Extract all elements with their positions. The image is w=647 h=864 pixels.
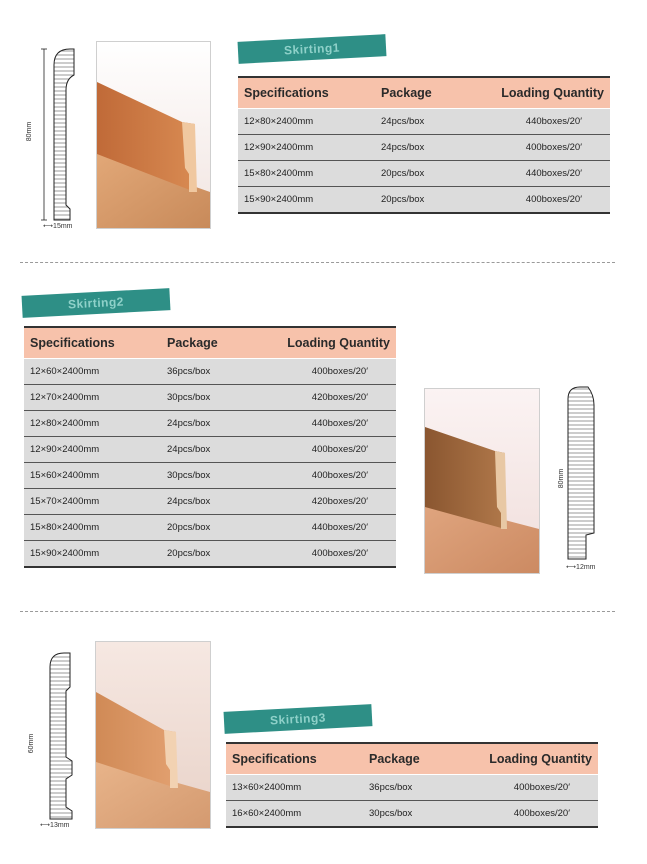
quantity-cell: 420boxes/20′ (278, 489, 396, 515)
skirting3-spec-table (226, 742, 598, 828)
skirting1-product-photo (96, 41, 211, 229)
skirting1-height-dimension: 80mm (26, 121, 34, 142)
quantity-cell: 400boxes/20′ (278, 359, 396, 385)
table-row (24, 515, 396, 541)
skirting3-thickness-label: 13mm (50, 822, 70, 829)
package-cell: 30pcs/box (363, 801, 480, 828)
package-cell: 30pcs/box (161, 463, 278, 489)
package-cell: 24pcs/box (375, 109, 492, 135)
table-header-row (226, 743, 598, 775)
spec-cell: 12×80×2400mm (238, 109, 375, 135)
spec-cell: 13×60×2400mm (226, 775, 363, 801)
spec-cell: 15×60×2400mm (24, 463, 161, 489)
package-cell: 20pcs/box (161, 541, 278, 568)
section-divider (20, 262, 615, 263)
table-row (238, 187, 610, 214)
skirting2-product-photo (424, 388, 540, 574)
table-row (226, 775, 598, 801)
table-header-row (238, 77, 610, 109)
package-cell: 30pcs/box (161, 385, 278, 411)
quantity-cell: 400boxes/20′ (480, 775, 598, 801)
skirting2-thickness-dimension: ⟷12mm (566, 564, 596, 571)
package-cell: 20pcs/box (161, 515, 278, 541)
column-header-package: Package (161, 327, 278, 359)
table-row (24, 541, 396, 568)
skirting1-thickness-dimension: ⟷15mm (43, 223, 73, 230)
table-row (24, 437, 396, 463)
skirting2-thickness-label: 12mm (576, 564, 596, 571)
table-header-row (24, 327, 396, 359)
skirting3-profile-drawing (40, 647, 80, 825)
column-header-loading-quantity: Loading Quantity (278, 327, 396, 359)
column-header-loading-quantity: Loading Quantity (480, 743, 598, 775)
quantity-cell: 400boxes/20′ (278, 437, 396, 463)
package-cell: 20pcs/box (375, 161, 492, 187)
section-divider (20, 611, 615, 612)
table-row (238, 135, 610, 161)
column-header-specifications: Specifications (226, 743, 363, 775)
skirting2-height-dimension: 80mm (558, 468, 566, 489)
column-header-package: Package (375, 77, 492, 109)
skirting2-profile-drawing (560, 383, 600, 563)
quantity-cell: 440boxes/20′ (492, 161, 610, 187)
quantity-cell: 420boxes/20′ (278, 385, 396, 411)
package-cell: 36pcs/box (363, 775, 480, 801)
quantity-cell: 440boxes/20′ (492, 109, 610, 135)
column-header-loading-quantity: Loading Quantity (492, 77, 610, 109)
package-cell: 20pcs/box (375, 187, 492, 214)
table-row (238, 109, 610, 135)
quantity-cell: 440boxes/20′ (278, 411, 396, 437)
table-row (24, 411, 396, 437)
skirting1-spec-table (238, 76, 610, 214)
spec-cell: 12×90×2400mm (238, 135, 375, 161)
column-header-specifications: Specifications (238, 77, 375, 109)
quantity-cell: 400boxes/20′ (492, 187, 610, 214)
package-cell: 24pcs/box (375, 135, 492, 161)
skirting1-profile-drawing (40, 45, 80, 225)
package-cell: 24pcs/box (161, 411, 278, 437)
quantity-cell: 400boxes/20′ (480, 801, 598, 828)
spec-cell: 12×60×2400mm (24, 359, 161, 385)
spec-cell: 15×80×2400mm (238, 161, 375, 187)
spec-cell: 15×90×2400mm (238, 187, 375, 214)
quantity-cell: 440boxes/20′ (278, 515, 396, 541)
skirting1-title-tag: Skirting1 (238, 34, 387, 64)
spec-cell: 16×60×2400mm (226, 801, 363, 828)
skirting2-title-tag: Skirting2 (22, 288, 171, 318)
column-header-specifications: Specifications (24, 327, 161, 359)
spec-cell: 12×90×2400mm (24, 437, 161, 463)
spec-cell: 12×80×2400mm (24, 411, 161, 437)
skirting1-thickness-label: 15mm (53, 223, 73, 230)
package-cell: 24pcs/box (161, 489, 278, 515)
quantity-cell: 400boxes/20′ (492, 135, 610, 161)
column-header-package: Package (363, 743, 480, 775)
quantity-cell: 400boxes/20′ (278, 463, 396, 489)
table-row (24, 463, 396, 489)
table-row (226, 801, 598, 828)
package-cell: 36pcs/box (161, 359, 278, 385)
spec-cell: 15×70×2400mm (24, 489, 161, 515)
package-cell: 24pcs/box (161, 437, 278, 463)
skirting3-height-dimension: 60mm (28, 733, 36, 754)
table-row (24, 385, 396, 411)
table-row (24, 359, 396, 385)
skirting3-thickness-dimension: ⟷13mm (40, 822, 70, 829)
skirting2-spec-table (24, 326, 396, 568)
quantity-cell: 400boxes/20′ (278, 541, 396, 568)
table-row (24, 489, 396, 515)
skirting3-product-photo (95, 641, 211, 829)
skirting3-title-tag: Skirting3 (224, 704, 373, 734)
table-row (238, 161, 610, 187)
spec-cell: 15×80×2400mm (24, 515, 161, 541)
spec-cell: 15×90×2400mm (24, 541, 161, 568)
spec-cell: 12×70×2400mm (24, 385, 161, 411)
